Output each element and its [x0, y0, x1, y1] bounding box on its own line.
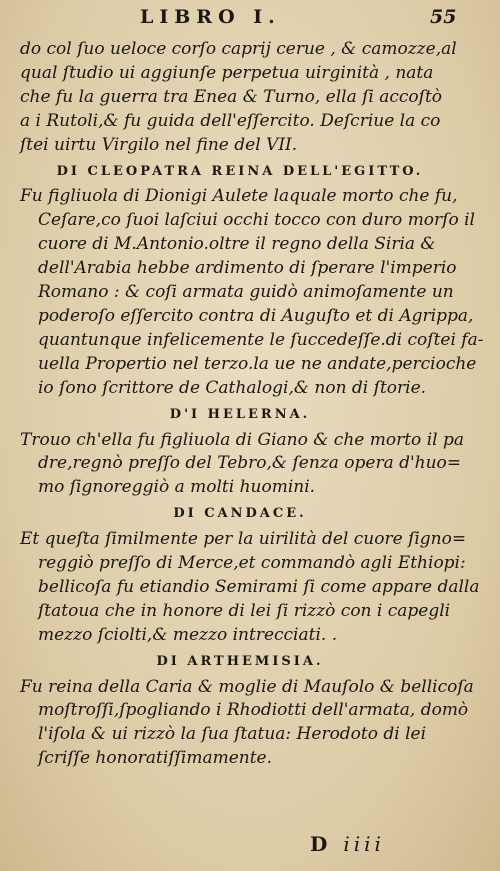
text-line: uella Propertio nel terzo.la ue ne andate,percioche: [38, 353, 477, 374]
text-line: quantunque infelicemente le ſuccedeſſe.di coſtei fa-: [38, 329, 484, 350]
text-line: dre,regnò preſſo del Tebro,& ſenza opera d'huo=: [38, 453, 462, 474]
text-line: io ſono ſcrittore de Cathalogi,& non di ſtorie.: [38, 377, 427, 398]
text-line: ſtatoua che in honore di lei ſi rizzò con i capegli: [38, 600, 451, 621]
text-line: do col ſuo ueloce corſo caprij cerue , & camozze,al: [20, 39, 457, 59]
text-line: mezzo ſciolti,& mezzo intrecciati. .: [38, 624, 338, 645]
text-line: a i Rutoli,& fu guida dell'eſſercito. Deſcriue la co: [20, 110, 441, 131]
text-line: moſtroſſi,ſpogliando i Rhodiotti dell'armata, domò: [38, 700, 469, 721]
page-text: [20, 38, 484, 771]
text-line: mo ſignoreggiò a molti huomini.: [38, 477, 316, 498]
section-heading: DI ARTHEMISIA.: [156, 653, 324, 669]
text-line: poderoſo eſſercito contra di Auguſto et di Agrippa,: [38, 305, 474, 326]
text-line: reggiò preſſo di Merce,et commandò agli Ethiopi:: [38, 553, 466, 574]
section-heading: DI CANDACE.: [173, 506, 307, 522]
text-line: qual ſtudio ui aggiunſe perpetua uirginità , nata: [20, 62, 434, 83]
text-line: Trouo ch'ella fu figliuola di Giano & che morto il pa: [20, 429, 464, 450]
text-line: l'iſola & ui rizzò la ſua ſtatua: Herodoto di lei: [38, 724, 427, 745]
page-number: 55: [430, 6, 457, 28]
running-head: [140, 6, 457, 28]
text-line: che fu la guerra tra Enea & Turno, ella ſi accoſtò: [20, 86, 443, 107]
signature-letter: D: [310, 832, 332, 856]
text-line: bellicoſa fu etiandio Semirami ſi come appare dalla: [38, 576, 480, 597]
text-line: ſtei uirtu Virgilo nel fine del VII.: [20, 134, 298, 155]
signature-mark: [310, 832, 460, 856]
section-heading: DI CLEOPATRA REINA DELL'EGITTO.: [56, 163, 424, 179]
text-line: ſcriſſe honoratiſſimamente.: [38, 748, 273, 769]
text-line: Fu figliuola di Dionigi Aulete laquale morto che fu,: [20, 186, 458, 207]
text-line: Et queſta ſimilmente per la uirilità del cuore ſigno=: [20, 529, 467, 550]
text-line: Romano : & coſi armata guidò animoſamente un: [38, 282, 454, 303]
text-line: cuore di M.Antonio.oltre il regno della Siria &: [38, 234, 436, 255]
text-line: Fu reina della Caria & moglie di Mauſolo & bellicoſa: [20, 676, 474, 697]
text-line: dell'Arabia hebbe ardimento di ſperare l'imperio: [38, 258, 457, 279]
signature-number: iiii: [343, 832, 385, 856]
text-line: Ceſare,co ſuoi laſciui occhi tocco con duro morſo il: [38, 210, 475, 231]
section-heading: D'I HELERNA.: [169, 406, 311, 422]
book-title: LIBRO I.: [140, 6, 281, 28]
